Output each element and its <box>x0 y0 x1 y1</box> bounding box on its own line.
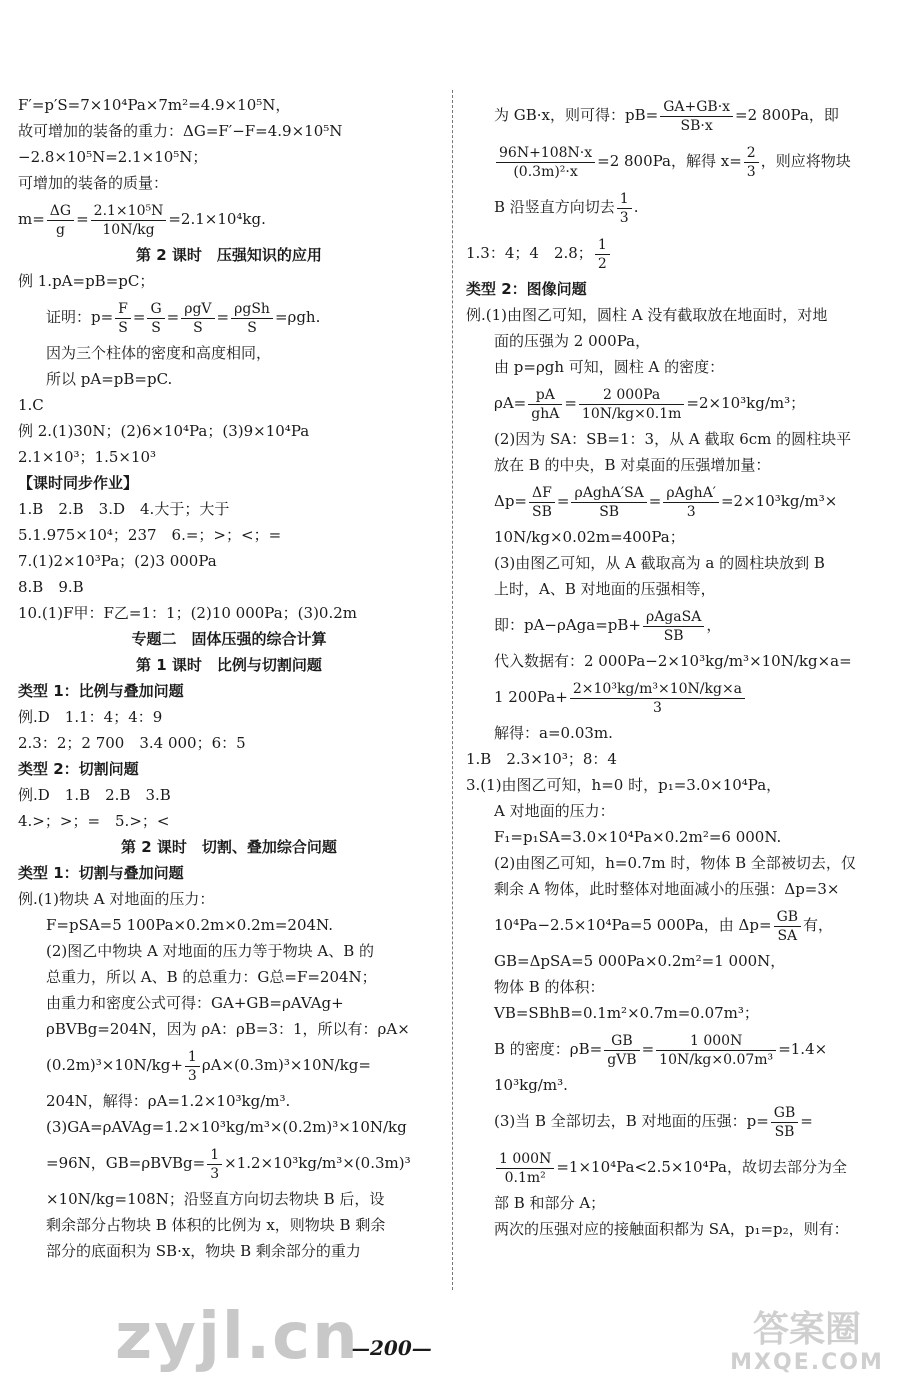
text-line: ×10N/kg=108N；沿竖直方向切去物块 B 后，设 <box>46 1190 385 1208</box>
text-line: 总重力，所以 A、B 的总重力：G总=F=204N； <box>46 968 377 986</box>
text-fragment: m= <box>18 210 45 228</box>
numerator: 2 <box>744 144 759 163</box>
text-line: 10.(1)F甲：F乙=1：1；(2)10 000Pa；(3)0.2m <box>18 604 357 622</box>
text-fragment: = <box>800 1112 813 1130</box>
denominator: 3 <box>187 1067 197 1084</box>
numerator: GB <box>774 908 801 927</box>
formula-line <box>466 380 886 426</box>
text-line: 上时，A、B 对地面的压强相等， <box>494 580 716 598</box>
text-line: (3)由图乙可知，从 A 截取高为 a 的圆柱块放到 B <box>494 554 825 572</box>
formula-line <box>466 478 886 524</box>
text-line: (2)因为 SA：SB=1：3，从 A 截取 6cm 的圆柱块平 <box>494 430 852 448</box>
text-fragment: =2.1×10⁴kg. <box>168 210 266 228</box>
section-heading: 第 2 课时 压强知识的应用 <box>136 246 322 264</box>
fraction <box>115 300 131 337</box>
fraction <box>207 1146 222 1183</box>
denominator: 10N/kg <box>102 221 155 238</box>
formula-line <box>466 138 886 184</box>
fraction <box>496 1150 554 1187</box>
text-fragment: (3)当 B 全部切去，B 对地面的压强：p= <box>494 1112 769 1130</box>
denominator: 10N/kg×0.1m <box>581 405 682 422</box>
text-line: (2)由图乙可知，h=0.7m 时，物体 B 全部被切去，仅 <box>494 854 856 872</box>
text-line: 例.(1)由图乙可知，圆柱 A 没有截取放在地面时，对地 <box>466 306 828 324</box>
formula-line <box>466 1144 886 1190</box>
denominator: SA <box>777 927 798 944</box>
fraction <box>91 202 167 239</box>
fraction <box>604 1032 639 1069</box>
text-line: 由 p=ρgh 可知，圆柱 A 的密度： <box>494 358 725 376</box>
denominator: SB <box>532 503 552 520</box>
section-heading: 第 2 课时 切割、叠加综合问题 <box>121 838 337 856</box>
fraction <box>771 1104 798 1141</box>
formula-line <box>466 674 886 720</box>
numerator: ρgV <box>181 300 214 319</box>
type-heading: 类型 1：切割与叠加问题 <box>18 864 184 882</box>
denominator: 3 <box>746 163 756 180</box>
text-fragment: . <box>633 198 639 216</box>
watermark-url: MXQE.COM <box>730 1350 884 1375</box>
text-fragment: =2 800Pa，即 <box>735 106 839 124</box>
formula-line <box>466 184 886 230</box>
denominator: 10N/kg×0.07m³ <box>659 1051 774 1068</box>
text-line: 1.C <box>18 396 44 414</box>
text-fragment: Δp= <box>494 492 528 510</box>
numerator: ρgSh <box>231 300 273 319</box>
text-line: 例.D 1.1：4；4：9 <box>18 708 163 726</box>
text-fragment: = <box>556 492 570 510</box>
denominator: 0.1m² <box>504 1169 546 1186</box>
fraction <box>528 386 562 423</box>
numerator: 96N+108N·x <box>496 144 595 163</box>
text-line: 例 1.pA=pB=pC； <box>18 272 155 290</box>
denominator: SB <box>599 503 620 520</box>
formula-line <box>466 1026 886 1072</box>
text-fragment: = <box>648 492 662 510</box>
text-line: 所以 pA=pB=pC. <box>46 370 173 388</box>
fraction <box>660 98 733 135</box>
text-line: 8.B 9.B <box>18 578 84 596</box>
text-fragment: =2×10³kg/m³； <box>686 394 806 412</box>
section-heading: 第 1 课时 比例与切割问题 <box>136 656 322 674</box>
text-line: 剩余 A 物体，此时整体对地面减小的压强：Δp=3× <box>494 880 840 898</box>
denominator: S <box>247 319 257 336</box>
numerator: 1 <box>595 236 610 255</box>
text-line: GB=ΔpSA=5 000Pa×0.2m²=1 000N， <box>494 952 786 970</box>
text-fragment: = <box>132 308 146 326</box>
numerator: ρAghA′SA <box>571 484 646 503</box>
text-line: 1.B 2.3×10³；8：4 <box>466 750 617 768</box>
text-line: 例.D 1.B 2.B 3.B <box>18 786 171 804</box>
page-number: —200— <box>350 1336 432 1360</box>
left-column <box>18 92 440 1264</box>
fraction <box>656 1032 776 1069</box>
numerator: 1 <box>185 1048 200 1067</box>
numerator: ΔF <box>529 484 555 503</box>
numerator: 2.1×10⁵N <box>91 202 167 221</box>
text-fragment: B 的密度：ρB= <box>494 1040 603 1058</box>
denominator: ghA <box>531 405 560 422</box>
text-fragment: =2×10³kg/m³× <box>720 492 838 510</box>
formula-line <box>18 1140 440 1186</box>
right-column <box>466 92 886 1242</box>
numerator: 2×10³kg/m³×10N/kg×a <box>570 680 745 699</box>
numerator: ρAgaSA <box>643 608 704 627</box>
fraction <box>595 236 610 273</box>
denominator: 3 <box>652 699 662 716</box>
numerator: ρAghA′ <box>663 484 719 503</box>
fraction <box>663 484 719 521</box>
text-line: F′=p′S=7×10⁴Pa×7m²=4.9×10⁵N， <box>18 96 291 114</box>
formula-line <box>466 602 886 648</box>
text-line: (2)图乙中物块 A 对地面的压力等于物块 A、B 的 <box>46 942 375 960</box>
numerator: G <box>147 300 164 319</box>
text-fragment: =ρgh. <box>274 308 321 326</box>
text-line: 面的压强为 2 000Pa， <box>494 332 651 350</box>
text-line: 由重力和密度公式可得：GA+GB=ρAVAg+ <box>46 994 344 1012</box>
fraction <box>185 1048 200 1085</box>
text-line: 3.(1)由图乙可知，h=0 时，p₁=3.0×10⁴Pa， <box>466 776 782 794</box>
denominator: 2 <box>597 255 607 272</box>
type-heading: 类型 2：切割问题 <box>18 760 139 778</box>
text-line: 放在 B 的中央，B 对桌面的压强增加量： <box>494 456 771 474</box>
fraction <box>181 300 214 337</box>
text-fragment: ×1.2×10³kg/m³×(0.3m)³ <box>224 1154 411 1172</box>
text-line: 物体 B 的体积： <box>494 978 605 996</box>
numerator: GB <box>771 1104 798 1123</box>
fraction <box>774 908 801 945</box>
type-heading: 类型 1：比例与叠加问题 <box>18 682 184 700</box>
denominator: SB·x <box>680 117 713 134</box>
text-line: 5.1.975×10⁴；237 6.=；>；<；= <box>18 526 282 544</box>
text-fragment: 有， <box>803 916 834 934</box>
text-fragment: ρA= <box>494 394 527 412</box>
formula-line <box>18 196 440 242</box>
fraction <box>496 144 595 181</box>
denominator: S <box>118 319 128 336</box>
text-line: 部分的底面积为 SB·x，物块 B 剩余部分的重力 <box>46 1242 361 1260</box>
text-line: 例 2.(1)30N；(2)6×10⁴Pa；(3)9×10⁴Pa <box>18 422 310 440</box>
text-fragment: = <box>564 394 577 412</box>
text-line: 204N，解得：ρA=1.2×10³kg/m³. <box>46 1092 291 1110</box>
text-line: A 对地面的压力： <box>494 802 615 820</box>
fraction <box>47 202 74 239</box>
text-line: −2.8×10⁵N=2.1×10⁵N； <box>18 148 208 166</box>
text-fragment: 证明：p= <box>46 308 114 326</box>
text-line: 2.1×10³；1.5×10³ <box>18 448 157 466</box>
text-fragment: = <box>641 1040 655 1058</box>
text-line: F=pSA=5 100Pa×0.2m×0.2m=204N. <box>46 916 333 934</box>
text-fragment: =96N，GB=ρBVBg= <box>46 1154 206 1172</box>
text-line: 2.3：2；2 700 3.4 000；6：5 <box>18 734 246 752</box>
topic-heading: 专题二 固体压强的综合计算 <box>131 630 327 648</box>
text-fragment: =2 800Pa，解得 x= <box>597 152 742 170</box>
text-fragment: 10⁴Pa−2.5×10⁴Pa=5 000Pa，由 Δp= <box>494 916 772 934</box>
formula-line <box>466 902 886 948</box>
text-line: 4.>；>；= 5.>；< <box>18 812 170 830</box>
text-line: 10N/kg×0.02m=400Pa； <box>494 528 685 546</box>
text-line: (3)GA=ρAVAg=1.2×10³kg/m³×(0.2m)³×10N/kg <box>46 1118 407 1136</box>
text-fragment: = <box>216 308 230 326</box>
text-line: 剩余部分占物块 B 体积的比例为 x，则物块 B 剩余 <box>46 1216 386 1234</box>
text-line: VB=SBhB=0.1m²×0.7m=0.07m³； <box>494 1004 759 1022</box>
fraction <box>617 190 632 227</box>
fraction <box>147 300 164 337</box>
denominator: 3 <box>210 1165 220 1182</box>
denominator: 3 <box>686 503 696 520</box>
text-fragment: 1.3：4；4 2.8； <box>466 244 593 262</box>
fraction <box>579 386 685 423</box>
text-line: F₁=p₁SA=3.0×10⁴Pa×0.2m²=6 000N. <box>494 828 782 846</box>
formula-line <box>18 1042 440 1088</box>
formula-line <box>18 294 440 340</box>
numerator: 1 <box>617 190 632 209</box>
text-fragment: 即：pA−ρAga=pB+ <box>494 616 641 634</box>
watermark-right <box>722 1310 892 1382</box>
text-line: 7.(1)2×10³Pa；(2)3 000Pa <box>18 552 217 570</box>
numerator: ΔG <box>47 202 74 221</box>
fraction <box>231 300 273 337</box>
text-line: 两次的压强对应的接触面积都为 SA，p₁=p₂，则有： <box>494 1220 849 1238</box>
numerator: 1 <box>207 1146 222 1165</box>
text-line: 因为三个柱体的密度和高度相同， <box>46 344 272 362</box>
text-fragment: =1×10⁴Pa<2.5×10⁴Pa，故切去部分为全 <box>556 1158 847 1176</box>
text-line: 1.B 2.B 3.D 4.大于；大于 <box>18 500 230 518</box>
numerator: F <box>115 300 131 319</box>
type-heading: 类型 2：图像问题 <box>466 280 587 298</box>
text-line: 故可增加的装备的重力：ΔG=F′−F=4.9×10⁵N <box>18 122 343 140</box>
fraction <box>529 484 555 521</box>
denominator: S <box>151 319 161 336</box>
numerator: GB <box>604 1032 639 1051</box>
text-fragment: ，则应将物块 <box>760 152 851 170</box>
formula-line <box>466 230 886 276</box>
text-fragment: (0.2m)³×10N/kg+ <box>46 1056 183 1074</box>
text-fragment: 1 200Pa+ <box>494 688 568 706</box>
denominator: (0.3m)²·x <box>513 163 578 180</box>
text-line: 部 B 和部分 A； <box>494 1194 606 1212</box>
text-fragment: 为 GB·x，则可得：pB= <box>494 106 659 124</box>
numerator: 1 000N <box>496 1150 554 1169</box>
text-line: 解得：a=0.03m. <box>494 724 613 742</box>
denominator: SB <box>663 627 684 644</box>
denominator: 3 <box>619 209 629 226</box>
fraction <box>571 484 646 521</box>
text-fragment: ， <box>706 616 722 634</box>
text-line: 代入数据有：2 000Pa−2×10³kg/m³×10N/kg×a= <box>494 652 852 670</box>
text-fragment: ρA×(0.3m)³×10N/kg= <box>201 1056 371 1074</box>
text-fragment: = <box>76 210 89 228</box>
text-fragment: =1.4× <box>778 1040 828 1058</box>
section-label: 【课时同步作业】 <box>18 474 139 492</box>
watermark-logo-text: 答案圈 <box>752 1309 861 1350</box>
numerator: 1 000N <box>656 1032 776 1051</box>
text-line: ρBVBg=204N，因为 ρA：ρB=3：1，所以有：ρA× <box>46 1020 410 1038</box>
numerator: pA <box>528 386 562 405</box>
formula-line <box>466 1098 886 1144</box>
column-divider <box>452 90 453 1290</box>
denominator: SB <box>774 1123 795 1140</box>
denominator: S <box>193 319 203 336</box>
numerator: GA+GB·x <box>660 98 733 117</box>
text-line: 例.(1)物块 A 对地面的压力： <box>18 890 215 908</box>
text-fragment: B 沿竖直方向切去 <box>494 198 615 216</box>
watermark-left: zyjl.cn <box>115 1300 360 1374</box>
numerator: 2 000Pa <box>579 386 685 405</box>
text-line: 可增加的装备的质量： <box>18 174 169 192</box>
text-fragment: = <box>166 308 180 326</box>
fraction <box>643 608 704 645</box>
text-line: 10³kg/m³. <box>494 1076 568 1094</box>
fraction <box>570 680 745 717</box>
fraction <box>744 144 759 181</box>
denominator: gVB <box>607 1051 637 1068</box>
denominator: g <box>55 221 65 238</box>
formula-line <box>466 92 886 138</box>
